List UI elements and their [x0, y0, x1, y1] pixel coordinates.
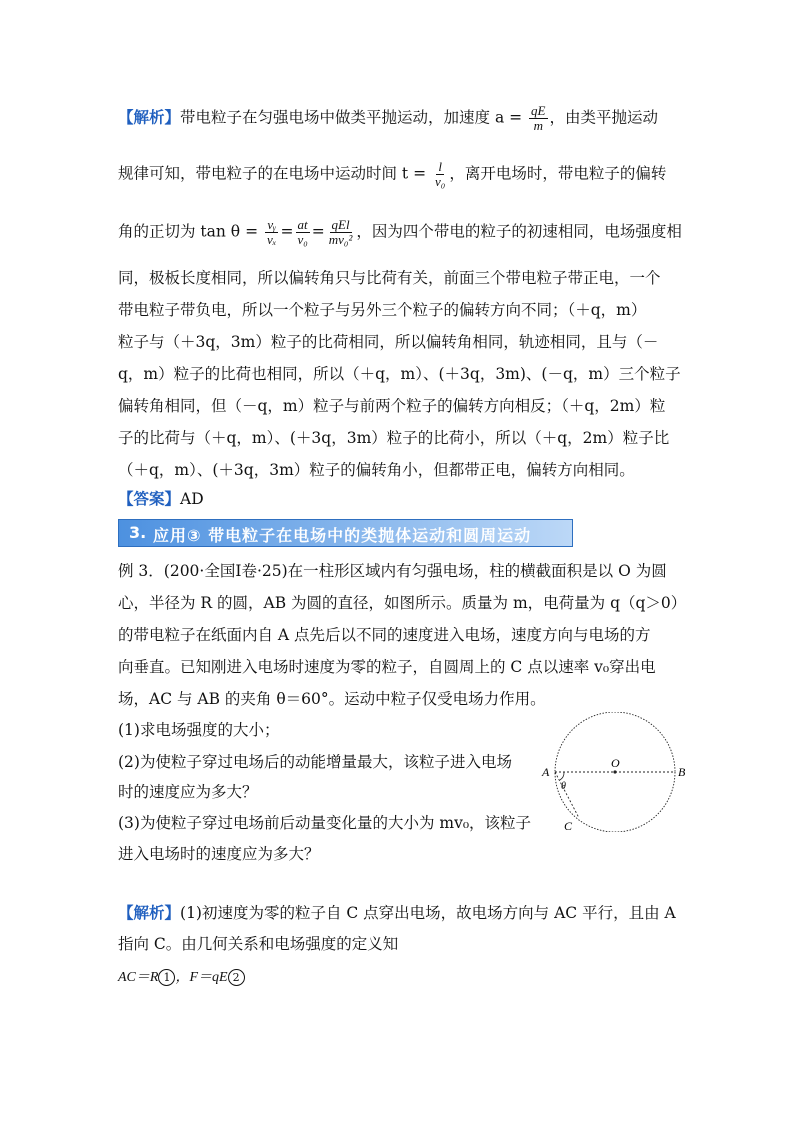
example-line-4: 向垂直。已知刚进入电场时速度为零的粒子，自圆周上的 C 点以速率 v₀穿出电 — [118, 658, 656, 676]
answer-value: AD — [180, 490, 204, 508]
angle-arc — [560, 772, 564, 780]
analysis-tag: 【解析】 — [118, 108, 181, 127]
analysis-line-6: 粒子与（＋3q，3m）粒子的比荷相同，所以偏转角相同，轨迹相同，且与（－ — [118, 333, 659, 351]
numerator: qE — [531, 103, 546, 118]
label-c: C — [564, 819, 573, 832]
text: 带电粒子在匀强电场中做类平抛运动，加速度 a = — [180, 108, 523, 127]
section-title: 应用③ 带电粒子在电场中的类抛体运动和圆周运动 — [153, 526, 532, 545]
equals-sign: = — [311, 222, 325, 241]
numerator: l — [438, 159, 442, 174]
text: ，离开电场时，带电粒子的偏转 — [449, 164, 667, 183]
formula-ac: AC＝R — [118, 970, 159, 985]
center-point — [613, 770, 616, 773]
circled-number-1: 1 — [158, 969, 175, 986]
analysis2-line-2: 指向 C。由几何关系和电场强度的定义知 — [118, 935, 399, 953]
question-3-line-1: (3)为使粒子穿过电场前后动量变化量的大小为 mv₀，该粒子 — [118, 814, 532, 832]
acceleration-fraction — [529, 104, 547, 133]
numerator: qEl — [331, 217, 350, 232]
text: 角的正切为 tan θ = — [118, 222, 259, 241]
analysis-line-9: 子的比荷与（＋q，m）、(＋3q，3m）粒子的比荷小，所以（＋q，2m）粒子比 — [118, 429, 670, 447]
denominator: v₀ — [435, 174, 446, 189]
at-over-v0-fraction — [295, 218, 309, 247]
label-b: B — [678, 765, 686, 779]
denominator: mv₀² — [328, 232, 353, 247]
formula-f: ，F＝qE — [175, 970, 228, 985]
time-fraction — [433, 160, 447, 189]
analysis-line-5: 带电粒子带负电，所以一个粒子与另外三个粒子的偏转方向不同；（＋q，m） — [118, 301, 647, 319]
example-line-1: 例 3．(200·全国Ⅰ卷·25)在一柱形区域内有匀强电场，柱的横截面积是以 O 为圆 — [118, 562, 667, 580]
numerator: at — [297, 217, 308, 232]
label-o: O — [611, 756, 620, 770]
example-line-5: 场，AC 与 AB 的夹角 θ＝60°。运动中粒子仅受电场力作用。 — [118, 690, 546, 708]
text: ，由类平抛运动 — [549, 108, 659, 127]
velocity-ratio-fraction — [265, 218, 278, 247]
question-3-line-2: 进入电场时的速度应为多大？ — [118, 845, 320, 863]
circled-number-2: 2 — [228, 969, 245, 986]
analysis2-line-3 — [118, 966, 245, 988]
analysis2-tag: 【解析】 — [118, 904, 181, 922]
numerator: vᵧ — [267, 217, 277, 232]
denominator: m — [533, 118, 543, 133]
question-2-line-1: (2)为使粒子穿过电场后的动能增量最大，该粒子进入电场 — [118, 753, 512, 771]
analysis-line-7: q，m）粒子的比荷也相同，所以（＋q，m）、(＋3q，3m)、(－q，m）三个粒子 — [118, 365, 681, 383]
section-number: 3. — [129, 523, 147, 542]
example-line-3: 的带电粒子在纸面内自 A 点先后以不同的速度进入电场，速度方向与电场的方 — [118, 626, 651, 644]
circle-figure — [540, 712, 690, 832]
question-1: (1)求电场强度的大小； — [118, 721, 280, 739]
analysis-line-4: 同，极板长度相同，所以偏转角只与比荷有关，前面三个带电粒子带正电，一个 — [118, 269, 661, 287]
analysis-line-10: （＋q，m）、(＋3q，3m）粒子的偏转角小，但都带正电，偏转方向相同。 — [118, 461, 635, 479]
denominator: v₀ — [297, 232, 308, 247]
qel-over-mv0-fraction — [327, 218, 355, 247]
analysis-line-3 — [118, 218, 682, 247]
section-banner — [118, 519, 573, 547]
text: (1)初速度为零的粒子自 C 点穿出电场，故电场方向与 AC 平行，且由 A — [180, 904, 676, 922]
label-a: A — [542, 765, 550, 779]
answer-line — [118, 489, 204, 509]
denominator: vₓ — [267, 232, 277, 247]
analysis-line-1 — [118, 104, 658, 133]
analysis2-line-1 — [118, 903, 676, 923]
text: 规律可知，带电粒子的在电场中运动时间 t = — [118, 164, 427, 183]
equals-sign: = — [280, 222, 294, 241]
chord-ac — [555, 772, 579, 818]
analysis-line-8: 偏转角相同，但（－q，m）粒子与前两个粒子的偏转方向相反；（＋q，2m）粒 — [118, 397, 666, 415]
label-theta: θ — [561, 781, 566, 792]
example-line-2: 心，半径为 R 的圆，AB 为圆的直径，如图所示。质量为 m，电荷量为 q（q＞0） — [118, 594, 687, 612]
text: ，因为四个带电的粒子的初速相同，电场强度相 — [356, 222, 682, 241]
answer-tag: 【答案】 — [118, 490, 181, 508]
analysis-line-2 — [118, 160, 666, 189]
question-2-line-2: 时的速度应为多大？ — [118, 783, 258, 801]
